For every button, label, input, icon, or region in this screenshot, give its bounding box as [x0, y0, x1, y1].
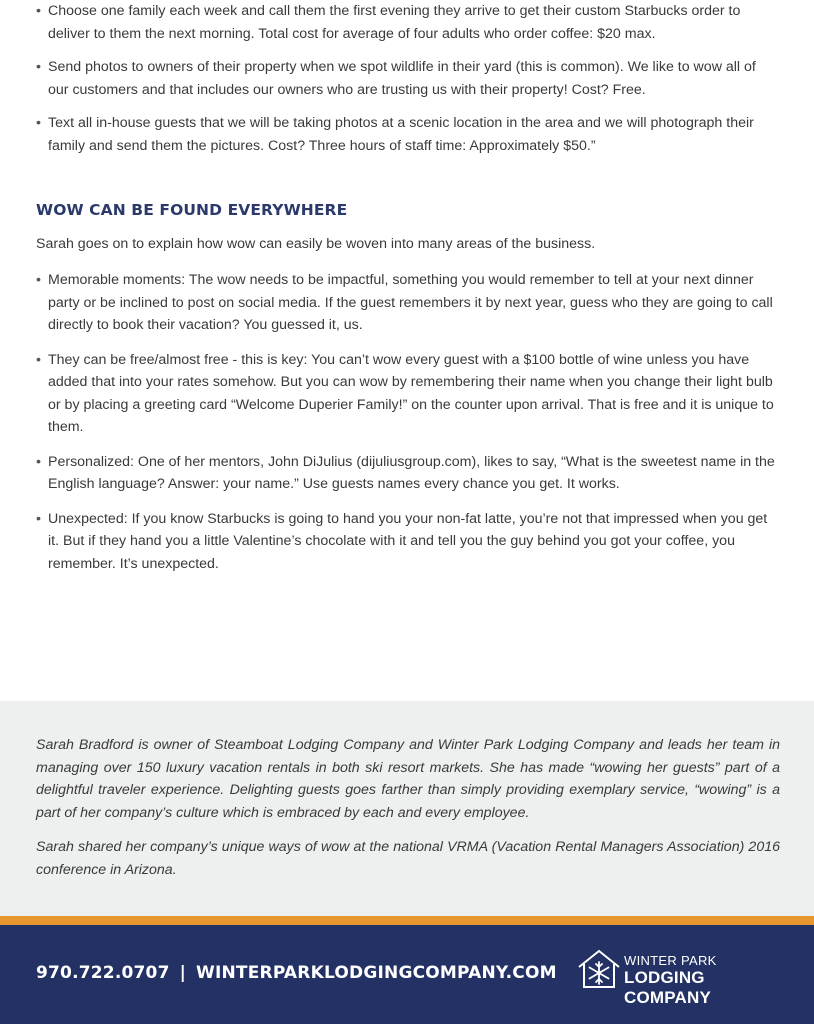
- top-bullet-list: [36, 0, 780, 157]
- list-item: • Personalized: One of her mentors, John DiJulius (dijuliusgroup.com), likes to say, “What is the sweetest name in the English language? Answer: your name.” Use guests names every chance you get. It works.: [36, 451, 780, 496]
- contact-separator: |: [179, 963, 187, 983]
- article-body: [36, 0, 780, 587]
- list-item: • They can be free/almost free - this is key: You can’t wow every guest with a $100 bottle of wine unless you have added that into your rates somehow. But you can wow by remembering their name when you change their light bulb or by placing a greeting card “Welcome Duperier Family!” on the counter upon arrival. That is free and it is unique to them.: [36, 349, 780, 439]
- list-item: • Text all in-house guests that we will be taking photos at a scenic location in the area and we will photograph their family and send them the pictures. Cost? Three hours of staff time: Approximately $50.”: [36, 112, 780, 157]
- bio-paragraph: Sarah Bradford is owner of Steamboat Lodging Company and Winter Park Lodging Company and leads her team in managing over 150 luxury vacation rentals in both ski resort markets. She has made “wowing her guests” part of a delightful traveler experience. Delighting guests goes farther than simply providing exemplary service, “wowing” is a part of her company’s culture which is embraced by each and every employee.: [36, 737, 780, 821]
- author-bio-box: [0, 701, 814, 916]
- company-logo: [576, 947, 786, 1007]
- list-item: • Choose one family each week and call them the first evening they arrive to get their custom Starbucks order to deliver to them the next morning. Total cost for average of four adults who order coffee: $20 max.: [36, 0, 780, 45]
- logo-text-line1: WINTER PARK: [624, 953, 717, 968]
- website-link[interactable]: WINTERPARKLODGINGCOMPANY.COM: [196, 963, 557, 983]
- bio-paragraph: Sarah shared her company’s unique ways of wow at the national VRMA (Vacation Rental Managers Association) 2016 conference in Arizona.: [36, 839, 780, 878]
- list-item: • Send photos to owners of their property when we spot wildlife in their yard (this is common). We like to wow all of our customers and that includes our owners who are trusting us with their property! Cost? Free.: [36, 56, 780, 101]
- footer: [0, 925, 814, 1024]
- section-intro: Sarah goes on to explain how wow can easily be woven into many areas of the business.: [36, 236, 596, 252]
- footer-contact: [36, 963, 557, 983]
- section-heading: WOW CAN BE FOUND EVERYWHERE: [36, 201, 348, 219]
- accent-divider: [0, 916, 814, 925]
- list-item: • Memorable moments: The wow needs to be impactful, something you would remember to tell at your next dinner party or be inclined to post on social media. If the guest remembers it by next year, guess who they are going to call directly to book their vacation? You guessed it, us.: [36, 269, 780, 337]
- list-item: • Unexpected: If you know Starbucks is going to hand you your non-fat latte, you’re not that impressed when you get it. But if they hand you a little Valentine’s chocolate with it and tell you the guy behind you got your coffee, you remember. It’s unexpected.: [36, 508, 780, 576]
- phone-number[interactable]: 970.722.0707: [36, 963, 170, 983]
- logo-text-line2: LODGING COMPANY: [624, 968, 712, 1007]
- section-bullet-list: [36, 269, 780, 575]
- house-snowflake-icon: [576, 947, 622, 993]
